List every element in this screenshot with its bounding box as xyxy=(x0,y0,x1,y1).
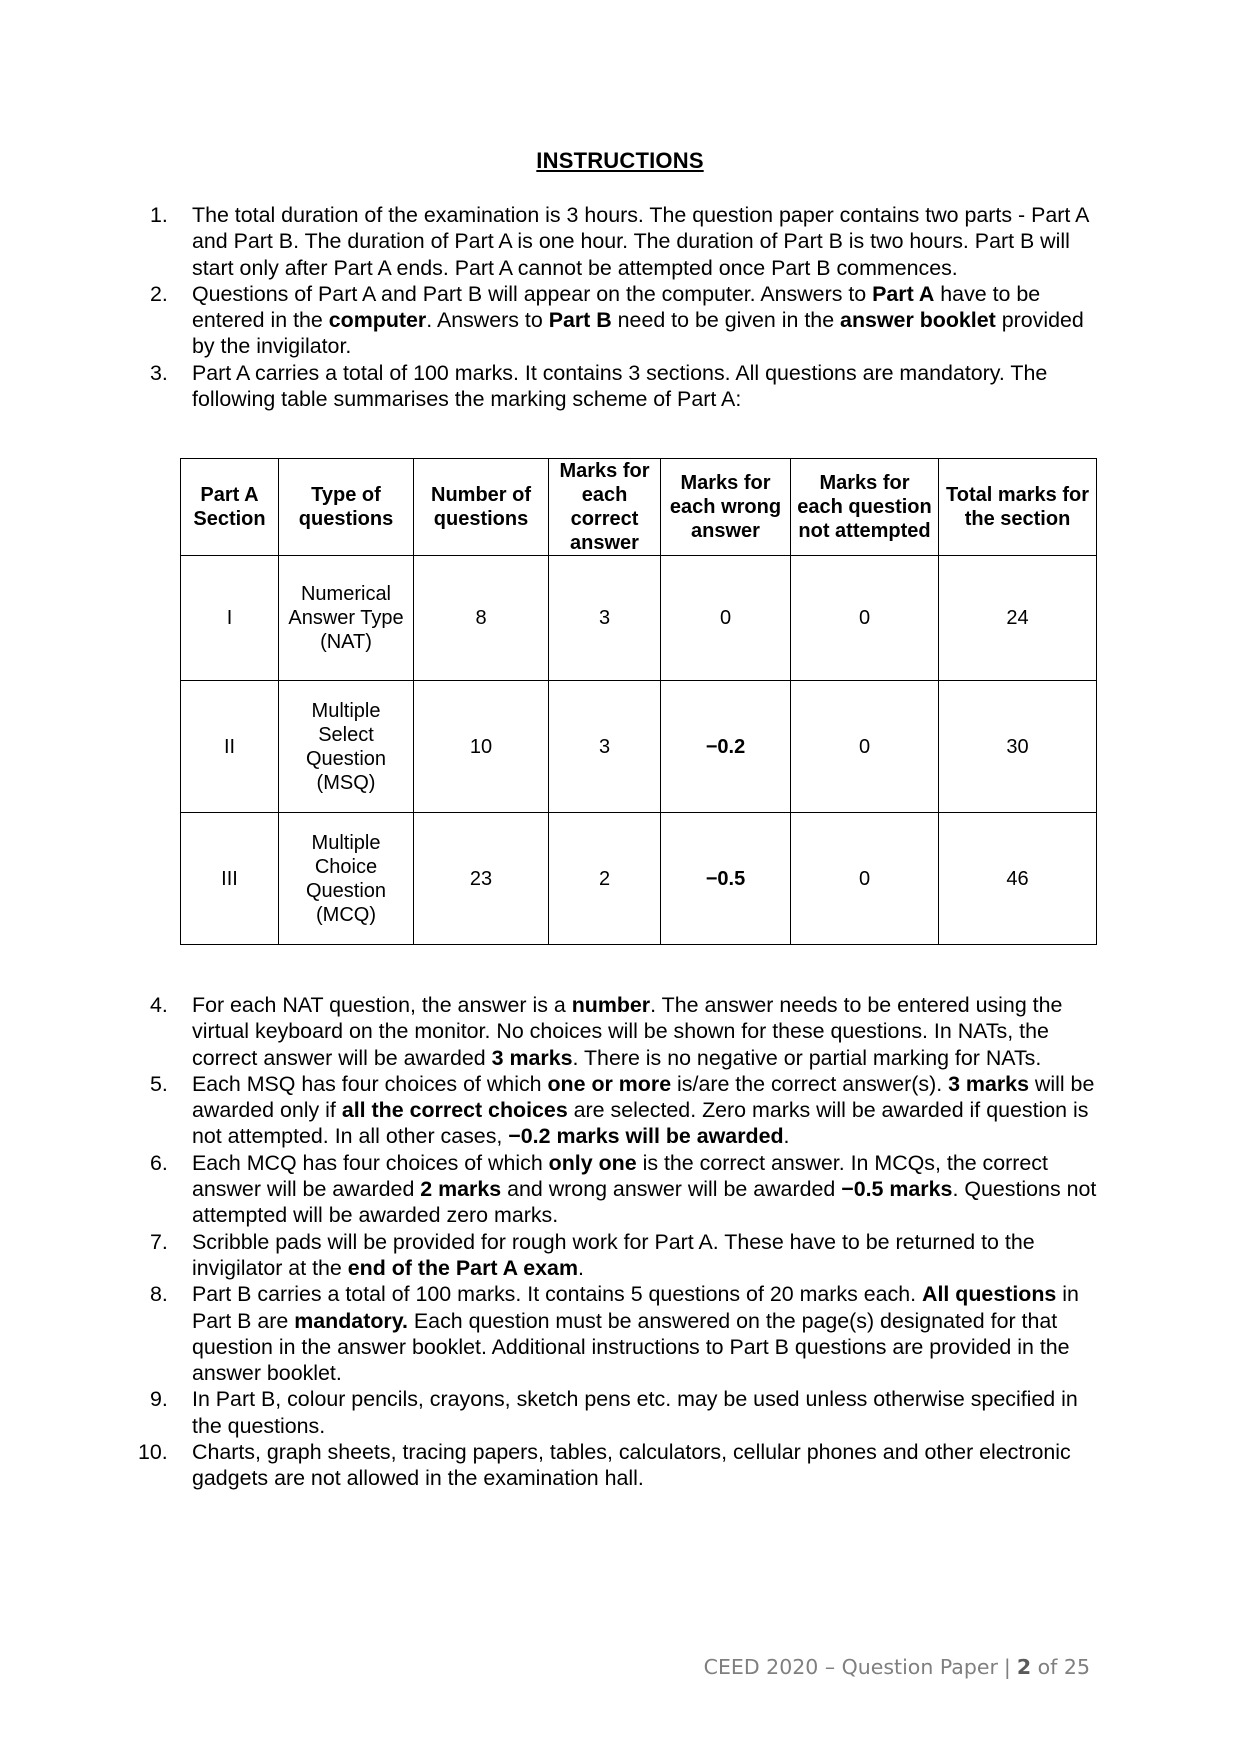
instruction-number: 6. xyxy=(150,1150,168,1175)
table-header-row xyxy=(181,459,1097,556)
header-not-attempted: Marks for each question not attempted xyxy=(791,459,939,556)
cell-section: I xyxy=(181,556,279,681)
instruction-item xyxy=(150,1071,1100,1150)
instruction-number: 9. xyxy=(150,1387,168,1412)
instruction-text: Each MCQ has four choices of which only one is the correct answer. In MCQs, the correct answer will be awarded 2 marks and wrong answer will be awarded −0.5 marks. Questions not attempted will be awarded zero marks. xyxy=(192,1150,1097,1228)
table-row xyxy=(181,556,1097,681)
page-title: INSTRUCTIONS xyxy=(536,148,704,173)
instruction-number: 5. xyxy=(150,1071,168,1096)
instruction-text: Scribble pads will be provided for rough work for Part A. These have to be returned to the invigilator at the end of the Part A exam. xyxy=(192,1229,1035,1280)
cell-type: Numerical Answer Type (NAT) xyxy=(279,556,414,681)
cell-wrong: −0.5 xyxy=(661,813,791,945)
cell-count: 8 xyxy=(414,556,549,681)
instruction-item xyxy=(150,992,1100,1071)
instructions-list-bottom xyxy=(138,992,1100,1492)
cell-correct: 3 xyxy=(549,681,661,813)
footer-separator: | xyxy=(1003,1655,1011,1679)
instruction-text: Each MSQ has four choices of which one or more is/are the correct answer(s). 3 marks will be awarded only if all the correct choices are selected. Zero marks will be awarded if question is not attempted. In all other cases, −0.2 marks will be awarded. xyxy=(192,1071,1095,1149)
cell-total: 24 xyxy=(939,556,1097,681)
cell-not-attempted: 0 xyxy=(791,813,939,945)
footer-title: CEED 2020 – Question Paper xyxy=(703,1655,998,1679)
cell-total: 46 xyxy=(939,813,1097,945)
instruction-text: For each NAT question, the answer is a number. The answer needs to be entered using the virtual keyboard on the monitor. No choices will be shown for these questions. In NATs, the correct answer will be awarded 3 marks. There is no negative or partial marking for NATs. xyxy=(192,993,1063,1070)
table-row xyxy=(181,813,1097,945)
header-correct: Marks for each correct answer xyxy=(549,459,661,556)
footer-page-total: of 25 xyxy=(1037,1655,1090,1679)
instruction-item xyxy=(138,1439,1100,1492)
instruction-item xyxy=(150,1281,1100,1386)
header-total: Total marks for the section xyxy=(939,459,1097,556)
instruction-text: The total duration of the examination is 3 hours. The question paper contains two parts - Part A and Part B. The duration of Part A is one hour. The duration of Part B is two hours. Part B will start only after Part A ends. Part A cannot be attempted once Part B commences. xyxy=(192,203,1089,280)
instruction-item xyxy=(150,281,1100,360)
instruction-item xyxy=(150,1229,1100,1282)
header-count: Number of questions xyxy=(414,459,549,556)
instruction-item xyxy=(150,1150,1100,1229)
cell-correct: 3 xyxy=(549,556,661,681)
instructions-list-top xyxy=(150,202,1100,412)
page-footer xyxy=(704,1655,1090,1679)
instruction-number: 4. xyxy=(150,993,168,1017)
instruction-number: 2. xyxy=(150,281,168,306)
marking-scheme-table xyxy=(180,458,1097,945)
cell-not-attempted: 0 xyxy=(791,681,939,813)
instruction-number: 8. xyxy=(150,1282,168,1307)
cell-wrong: 0 xyxy=(661,556,791,681)
instruction-text: Questions of Part A and Part B will appear on the computer. Answers to Part A have to be entered in the computer. Answers to Part B need to be given in the answer booklet provided by the invigilator. xyxy=(192,281,1084,359)
cell-wrong: −0.2 xyxy=(661,681,791,813)
cell-section: III xyxy=(181,813,279,945)
cell-type: Multiple Choice Question (MCQ) xyxy=(279,813,414,945)
cell-count: 10 xyxy=(414,681,549,813)
header-section: Part A Section xyxy=(181,459,279,556)
instruction-item xyxy=(150,1386,1100,1439)
instruction-number: 7. xyxy=(150,1229,168,1254)
header-wrong: Marks for each wrong answer xyxy=(661,459,791,556)
cell-total: 30 xyxy=(939,681,1097,813)
instruction-text: In Part B, colour pencils, crayons, sketch pens etc. may be used unless otherwise specified in the questions. xyxy=(192,1387,1078,1438)
cell-not-attempted: 0 xyxy=(791,556,939,681)
instruction-number: 10. xyxy=(138,1440,168,1465)
cell-type: Multiple Select Question (MSQ) xyxy=(279,681,414,813)
table-row xyxy=(181,681,1097,813)
header-type: Type of questions xyxy=(279,459,414,556)
instruction-text: Part A carries a total of 100 marks. It contains 3 sections. All questions are mandatory. The following table summarises the marking scheme of Part A: xyxy=(192,360,1048,412)
instruction-item xyxy=(150,202,1100,281)
instruction-number: 1. xyxy=(150,203,168,227)
cell-correct: 2 xyxy=(549,813,661,945)
footer-page-number: 2 xyxy=(1016,1655,1032,1679)
instruction-number: 3. xyxy=(150,360,168,385)
cell-section: II xyxy=(181,681,279,813)
cell-count: 23 xyxy=(414,813,549,945)
instruction-item xyxy=(150,360,1100,413)
instruction-text: Part B carries a total of 100 marks. It contains 5 questions of 20 marks each. All questions in Part B are mandatory. Each question must be answered on the page(s) designated for that question in the answer booklet. Additional instructions to Part B questions are provided in the answer booklet. xyxy=(192,1282,1079,1386)
instruction-text: Charts, graph sheets, tracing papers, tables, calculators, cellular phones and other electronic gadgets are not allowed in the examination hall. xyxy=(192,1440,1071,1491)
